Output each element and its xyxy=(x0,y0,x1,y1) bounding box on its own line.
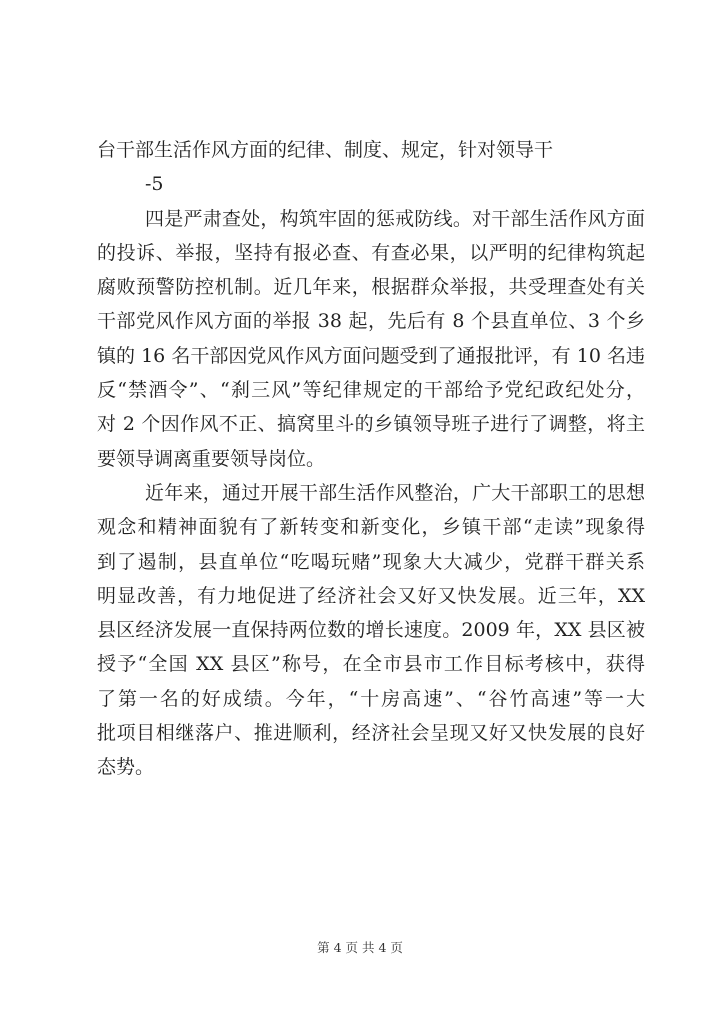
text-line: 到了遏制，县直单位“吃喝玩赌”现象大大减少，党群干群关系 xyxy=(97,550,645,573)
text-line: 对 2 个因作风不正、搞窝里斗的乡镇领导班子进行了调整，将主 xyxy=(97,413,645,436)
text-line: 态势。 xyxy=(97,756,155,779)
text-line: 近年来，通过开展干部生活作风整治，广大干部职工的思想 xyxy=(145,481,645,504)
text-line: 的投诉、举报，坚持有报必查、有查必果，以严明的纪律构筑起 xyxy=(97,241,645,264)
text-line: 批项目相继落户、推进顺利，经济社会呈现又好又快发展的良好 xyxy=(97,722,645,745)
page-number: 第 4 页 共 4 页 xyxy=(317,940,403,955)
text-line: 干部党风作风方面的举报 38 起，先后有 8 个县直单位、3 个乡 xyxy=(97,310,645,333)
text-line: 台干部生活作风方面的纪律、制度、规定，针对领导干 xyxy=(97,139,554,161)
document-body xyxy=(97,133,645,785)
text-line: 明显改善，有力地促进了经济社会又好又快发展。近三年，XX xyxy=(97,584,645,607)
text-line: 观念和精神面貌有了新转变和新变化，乡镇干部“走读”现象得 xyxy=(97,516,645,539)
text-line: 四是严肃查处，构筑牢固的惩戒防线。对干部生活作风方面 xyxy=(145,207,645,230)
text-line: 授予“全国 XX 县区”称号，在全市县市工作目标考核中，获得 xyxy=(97,653,645,676)
text-line: -5 xyxy=(145,173,164,196)
text-line: 县区经济发展一直保持两位数的增长速度。2009 年，XX 县区被 xyxy=(97,619,645,642)
text-line: 要领导调离重要领导岗位。 xyxy=(97,447,326,470)
text-line: 了第一名的好成绩。今年，“十房高速”、“谷竹高速”等一大 xyxy=(97,687,645,710)
text-line: 腐败预警防控机制。近几年来，根据群众举报，共受理查处有关 xyxy=(97,276,645,299)
text-line: 镇的 16 名干部因党风作风方面问题受到了通报批评，有 10 名违 xyxy=(97,344,645,367)
page-footer xyxy=(0,938,720,956)
text-line: 反“禁酒令”、“刹三风”等纪律规定的干部给予党纪政纪处分， xyxy=(97,379,645,402)
